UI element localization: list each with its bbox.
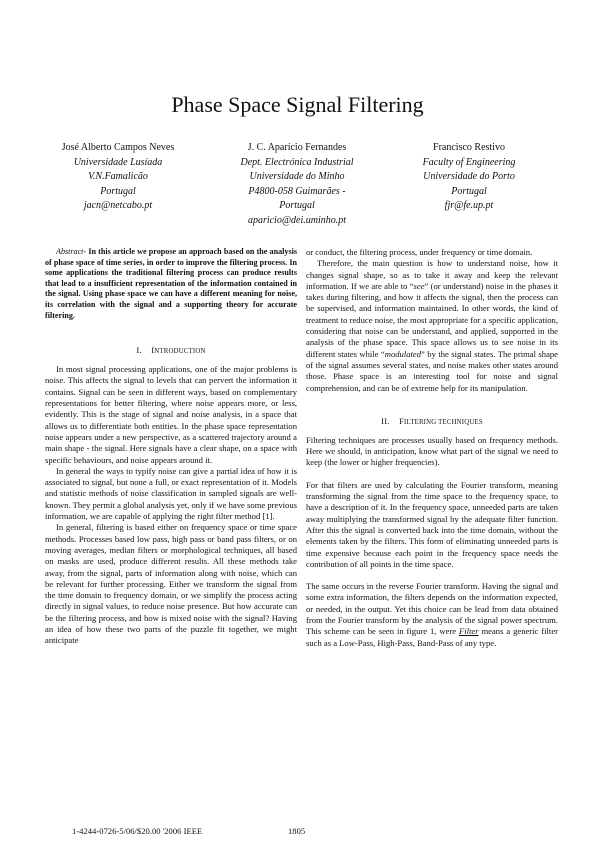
text-span: means a generic filter such as a Low-Pass, High-Pass, Band-Pass of any type.	[306, 626, 558, 648]
footer-isbn: 1-4244-0726-5/06/$20.00 '2006 IEEE	[72, 826, 203, 836]
author-email[interactable]: fjr@fe.up.pt	[444, 200, 494, 211]
author-email[interactable]: jacn@netcabo.pt	[83, 200, 153, 211]
section-title-initial: I	[151, 345, 155, 356]
text-span: ” (or understand) noise in the phases it takes during filtering, and how it affects the signal, then the process can be supervised, and information maintained. In other words, the kind of treatment to reduce noise, the most appropriate for a specific application, considering that noise can be understand, and applied, supported in the analysis of the phase space. This space allows us to see noise in its different states while “	[306, 280, 558, 359]
paragraph: In general the ways to typify noise can give a partial idea of how it is associated to signal, but none a full, or exact representation of it. Models and statistic methods of noise classification in sampled signals are well-known. They permit a global analysis yet, only if we have some previous information, we are capable of applying the right filter method [1].	[45, 465, 297, 522]
section-heading	[45, 345, 297, 357]
paragraph: In general, filtering is based either on frequency space or time space methods. Processes based low pass, high pass or band pass filters, or on moving averages, median filters or morphological techniques, all based on masks are used, produce different results. All these methods take away, from the signal, parts of information along with noise, which can be relevant for further processing. Either we transform the signal from the time domain to frequency domain, or we simplify the process acting directly in signal values, to reduce noise presence. But how accurate can be the filtering process, and how is mixed noise with the signal? Having an idea of how these two parts of the puzzle fit together, we might anticipate	[45, 522, 297, 646]
author-name: Francisco Restivo	[433, 142, 505, 153]
paragraph	[306, 581, 558, 649]
author-affiliation: Dept. Electrónica Industrial	[240, 156, 354, 168]
author-affiliation: Faculty of Engineering	[422, 156, 516, 168]
author-email[interactable]: aparicio@dei.uminho.pt	[247, 214, 347, 226]
abstract-label: Abstract-	[56, 247, 87, 256]
emphasis: modulated	[384, 348, 422, 359]
paragraph: or conduct, the filtering process, under frequency or time domain.	[306, 247, 533, 257]
paragraph: Filtering techniques are processes usually based on frequency methods. Here we should, in anticipation, know what part of the signal we need to keep (the lower or higher frequencies).	[306, 434, 558, 468]
author-block	[28, 141, 208, 214]
emphasis: Filter	[458, 626, 479, 637]
section-heading	[306, 416, 558, 428]
author-block	[379, 141, 559, 214]
paragraph: In most signal processing applications, one of the major problems is noise. This affects the signal to levels that can pervert the information it contains. Signal can be seen in different ways, based on complementary representations for better filtering, where noise appears more, or less, evidently. This is the stage of signal and noise analysis, in a space that allows us to differentiate both entities. In the phase space representation noise appears under a new perspective, as a scattered trajectory around a main shape - the signal. Here signals have a clear shape, on a space with specific behaviours, and noise appears around it.	[45, 364, 297, 465]
author-affiliation: Universidade Lusíada	[73, 156, 163, 168]
section-title-rest: ILTERING TECHNIQUES	[404, 418, 483, 426]
text-span: The same occurs in the reverse Fourier transform. Having the signal and some extra information, the filters depends on the information expected, or needed, in the output. Yet this choice can be lead from data obtained from the Fourier transform by the analysis of the signal power spectrum. This scheme can be seen in figure 1, were	[306, 581, 558, 637]
section-number: I.	[136, 345, 142, 356]
author-name: José Alberto Campos Neves	[61, 142, 175, 153]
section-title-rest: NTRODUCTION	[154, 348, 206, 356]
section-title-initial: F	[399, 415, 405, 426]
text-span: ” by the signal states. The primal shape of the signal assumes several states, and noise makes other states around those. Phase space is an interesting tool for noise and signal comprehension, and can be of extreme help for its manipulation.	[306, 348, 558, 393]
emphasis: see	[413, 280, 425, 291]
author-affiliation: Portugal	[279, 200, 315, 211]
author-affiliation: Universidade do Porto	[423, 171, 515, 182]
author-affiliation: Portugal	[100, 185, 136, 197]
left-column	[45, 247, 297, 647]
author-block	[207, 141, 387, 228]
author-affiliation: Portugal	[451, 185, 487, 197]
abstract-text: In this article we propose an approach based on the analysis of phase space of time series, in order to improve the filtering process. In some applications the traditional filtering process can produce results that lead to a insufficient representation of the information contained in the signal. Using phase space we can have a different meaning for noise, its correlation with the signal and a supporting theory for accurate filtering.	[45, 247, 297, 320]
paper-title: Phase Space Signal Filtering	[171, 92, 424, 117]
section-number: II.	[381, 415, 390, 426]
abstract	[45, 247, 297, 321]
author-affiliation: Universidade do Minho	[249, 171, 345, 182]
author-name: J. C. Aparício Fernandes	[247, 142, 347, 153]
author-affiliation: V.N.Famalicão	[88, 171, 148, 182]
right-column	[306, 247, 558, 649]
page-number: 1805	[288, 826, 306, 836]
author-affiliation: P4800-058 Guimarães -	[248, 185, 346, 197]
paragraph	[306, 258, 558, 394]
text-span: Therefore, the main question is how to understand noise, how it changes signal shape, so as to take it away and keep the relevant information. If we are able to “	[306, 258, 558, 291]
paragraph: For that filters are used by calculating the Fourier transform, meaning transforming the signal from the time space to the frequency space, to have a description of it. In the frequency space, unneeded parts are taken away multiplying the transformed signal by the adequate filter function. After this the signal is converted back into the time domain, without the elements taken by the filters. This form of eliminating unneeded parts is time expensive because each point in the frequency space needs the contribution of all points in the time space.	[306, 479, 558, 569]
